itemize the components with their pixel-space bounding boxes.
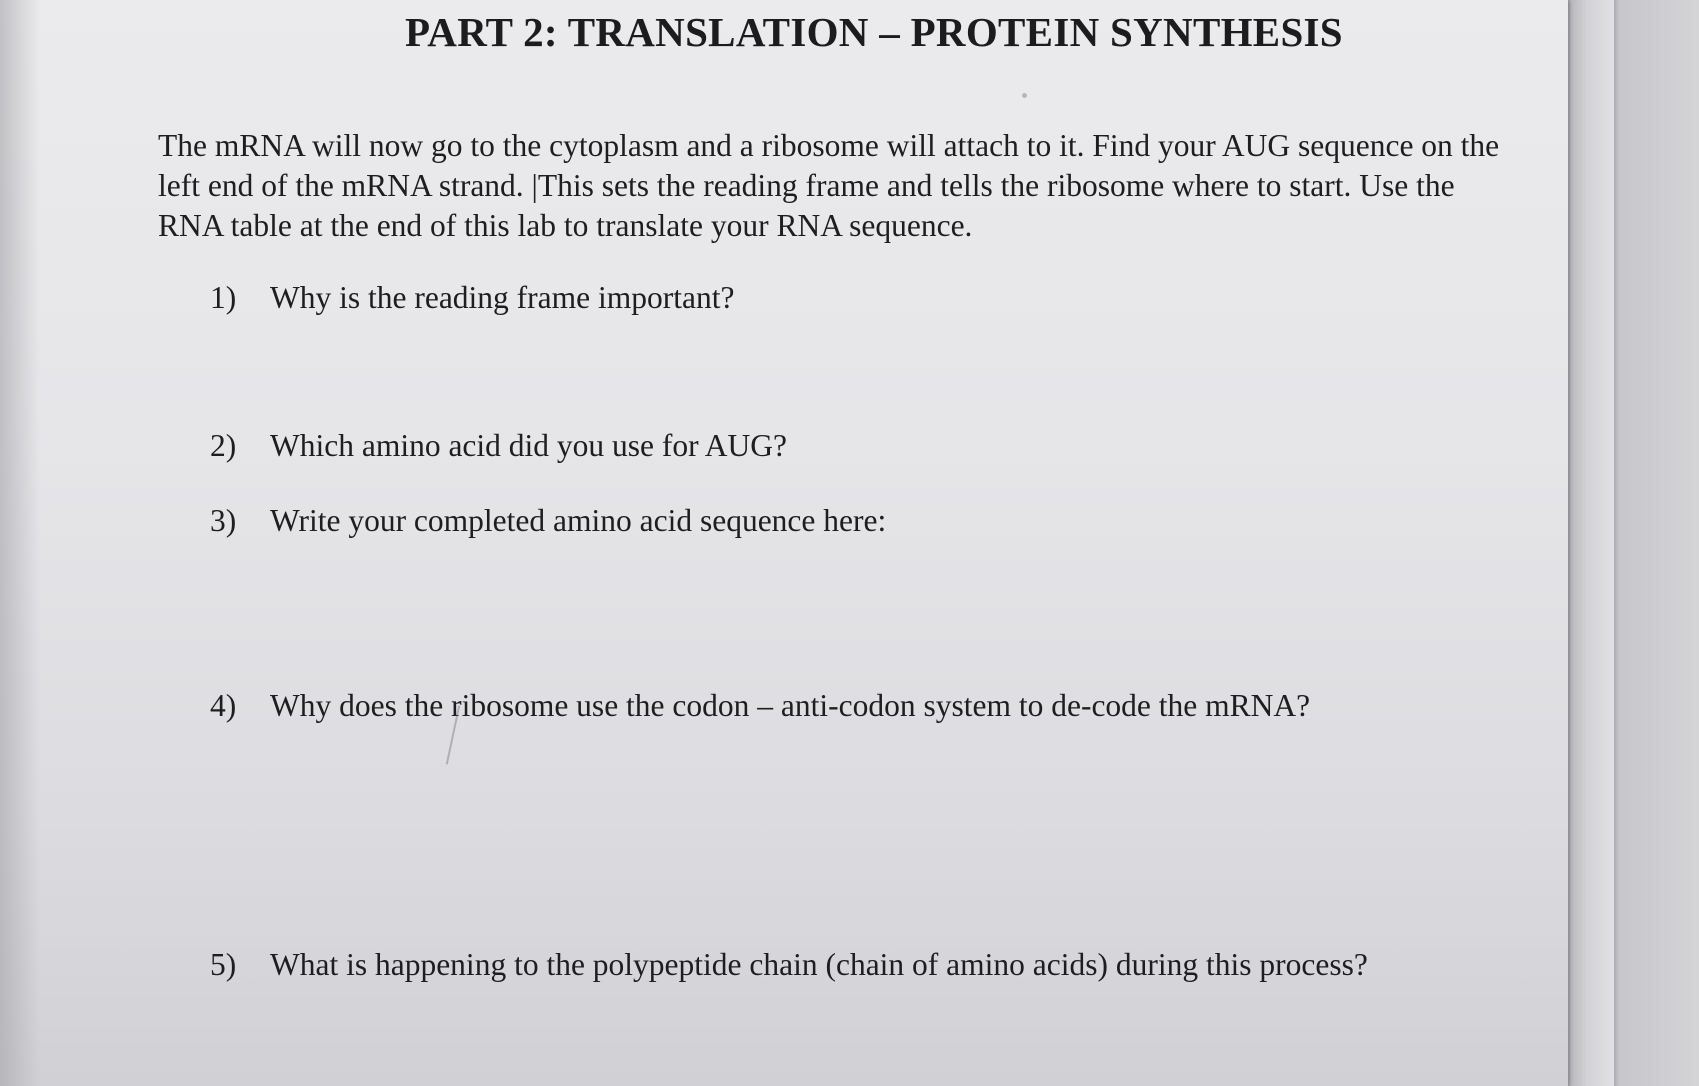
- question-5: [210, 947, 1368, 983]
- question-number: 1): [210, 280, 237, 315]
- intro-paragraph: The mRNA will now go to the cytoplasm and a ribosome will attach to it. Find your AUG sequence on the left end of the mRNA strand. |This sets the reading frame and tells the ribosome where to start. Use the RNA table at the end of this lab to translate your RNA sequence.: [158, 128, 1500, 243]
- question-4: [210, 688, 1310, 724]
- question-text: Why is the reading frame important?: [270, 280, 735, 315]
- pencil-mark: [1022, 93, 1027, 98]
- question-text: What is happening to the polypeptide chain (chain of amino acids) during this process?: [270, 947, 1368, 982]
- question-number: 2): [210, 428, 237, 463]
- question-3: [210, 503, 886, 539]
- question-number: 5): [210, 947, 237, 982]
- question-1: [210, 280, 734, 316]
- question-text: Which amino acid did you use for AUG?: [270, 428, 787, 463]
- question-number: 4): [210, 688, 237, 723]
- page-title: PART 2: TRANSLATION – PROTEIN SYNTHESIS: [405, 9, 1343, 55]
- question-text: Write your completed amino acid sequence here:: [270, 503, 887, 538]
- question-2: [210, 428, 787, 464]
- page-edge: [1568, 0, 1614, 1086]
- question-text: Why does the ribosome use the codon – anti-codon system to de-code the mRNA?: [270, 688, 1311, 723]
- desk-background: [1612, 0, 1699, 1086]
- question-number: 3): [210, 503, 237, 538]
